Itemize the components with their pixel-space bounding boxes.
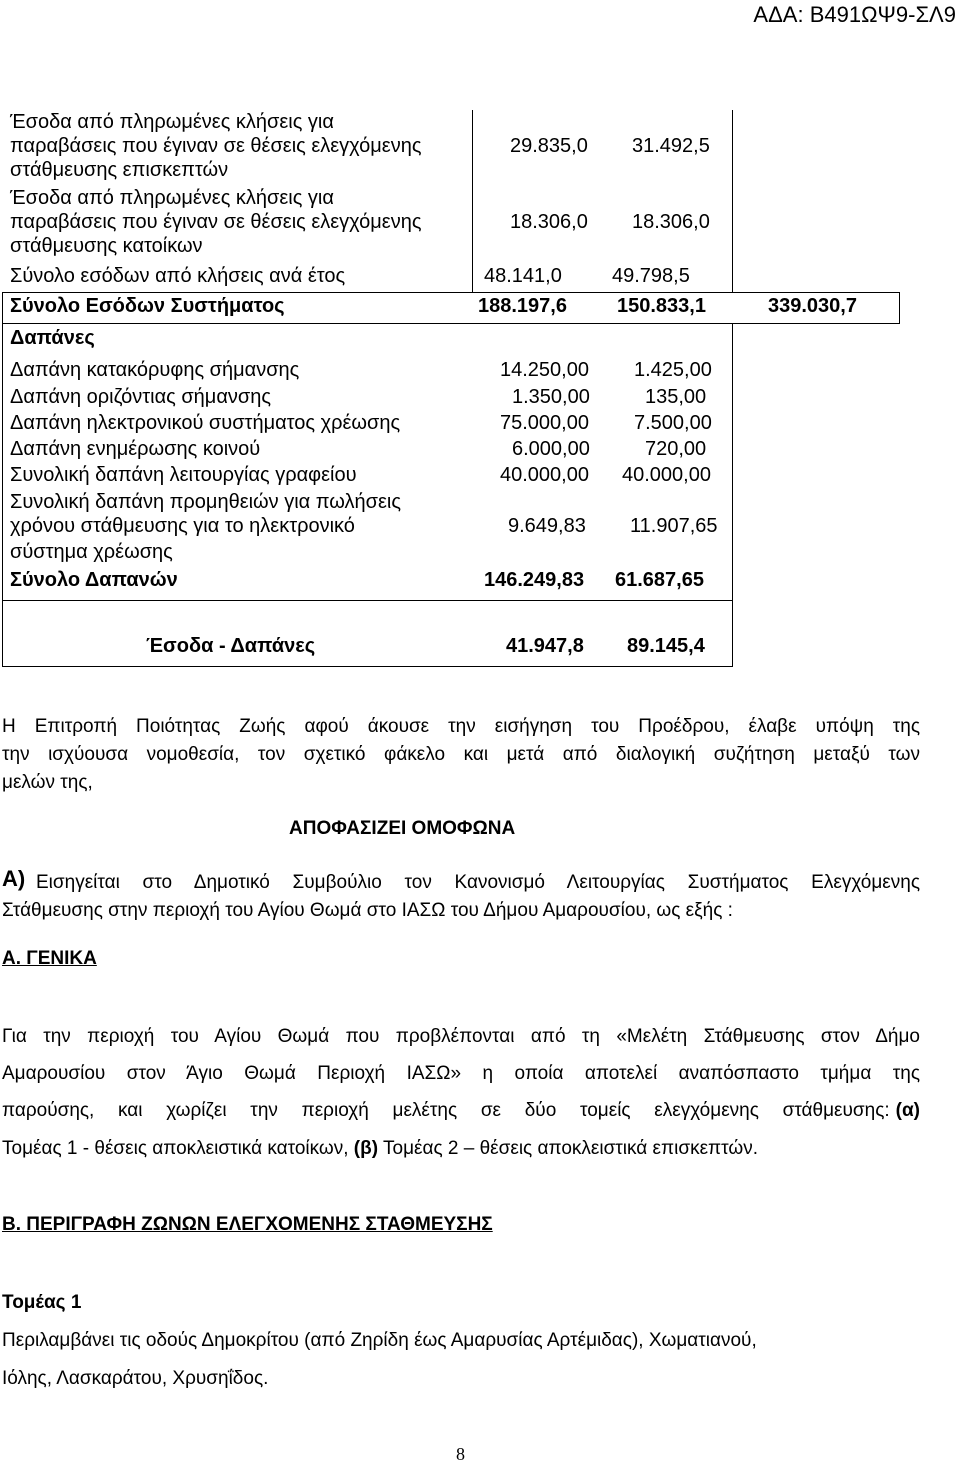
table-row-label: Έσοδα από πληρωμένες κλήσεις για [10,111,334,133]
table-row-label: χρόνου στάθμευσης για το ηλεκτρονικό [10,515,355,537]
table-row-label: παραβάσεις που έγιναν σε θέσεις ελεγχόμενης [10,135,422,157]
table-cell-value: 18.306,0 [632,211,710,233]
table-cell-value: 9.649,83 [508,515,586,537]
table-cell-value: 188.197,6 [478,295,567,317]
paragraph-line: Για την περιοχή του Αγίου Θωμά που προβλέπονται από τη «Μελέτη Στάθμευσης στον Δήμο [2,1026,920,1047]
table-cell-value: 48.141,0 [484,265,562,287]
table-cell-value: 7.500,00 [634,412,712,434]
table-cell-value: 49.798,5 [612,265,690,287]
table-row-label: Δαπάνη ενημέρωσης κοινού [10,438,261,460]
table-cell-value: 89.145,4 [627,635,705,657]
heading-general: Α. ΓΕΝΙΚΑ [2,948,97,969]
table-cell-value: 14.250,00 [500,359,589,381]
section-a-line: Εισηγείται στο Δημοτικό Συμβούλιο τον Κανονισμό Λειτουργίας Συστήματος Ελεγχόμενης [36,872,920,893]
table-row-label: Έσοδα - Δαπάνες [146,635,316,657]
table-cell-value: 1.425,00 [634,359,712,381]
heading-zones: Β. ΠΕΡΙΓΡΑΦΗ ΖΩΝΩΝ ΕΛΕΓΧΟΜΕΝΗΣ ΣΤΑΘΜΕΥΣΗΣ [2,1214,493,1235]
decision-title: ΑΠΟΦΑΣΙΖΕΙ ΟΜΟΦΩΝΑ [289,818,516,839]
marker-b: (β) [353,1138,379,1159]
table-row-label: σύστημα χρέωσης [10,541,173,563]
paragraph-text: παρούσης, και χωρίζει την περιοχή μελέτης σε δύο τομείς ελεγχόμενης στάθμευσης: [2,1100,890,1121]
table-row-label: Δαπάνη ηλεκτρονικού συστήματος χρέωσης [10,412,401,434]
table-row-label: Δαπάνη κατακόρυφης σήμανσης [10,359,300,381]
table-row-label: Δαπάνες [10,327,95,349]
paragraph-line: Αμαρουσίου στον Άγιο Θωμά Περιοχή ΙΑΣΩ» η οποία αποτελεί αναπόσπαστο τμήμα της [2,1063,920,1084]
table-cell-value: 61.687,65 [615,569,704,591]
table-row-label: Συνολική δαπάνη προμηθειών για πωλήσεις [10,491,401,513]
table-cell-value: 31.492,5 [632,135,710,157]
ada-header: ΑΔΑ: Β491ΩΨ9-ΣΛ9 [753,2,956,27]
sector-1-title: Τομέας 1 [2,1292,82,1313]
paragraph-line: την ισχύουσα νομοθεσία, τον σχετικό φάκελο και μετά από διαλογική συζήτηση μεταξύ των [2,744,920,765]
table-row-label: Δαπάνη οριζόντιας σήμανσης [10,386,271,408]
table-cell-value: 18.306,0 [510,211,588,233]
table-cell-value: 135,00 [645,386,707,408]
table-row-label: Σύνολο Εσόδων Συστήματος [10,295,285,317]
table-row-label: στάθμευσης κατοίκων [10,235,203,257]
paragraph-line [2,1136,758,1162]
table-row-label: παραβάσεις που έγιναν σε θέσεις ελεγχόμενης [10,211,422,233]
paragraph-line [2,1098,920,1124]
table-cell-value: 146.249,83 [484,569,585,591]
table-cell-value: 11.907,65 [630,515,718,537]
section-a-letter: Α) [2,866,26,891]
table-cell-value: 1.350,00 [512,386,590,408]
paragraph-line: Η Επιτροπή Ποιότητας Ζωής αφού άκουσε την εισήγηση του Προέδρου, έλαβε υπόψη της [2,716,920,737]
sector-1-line: Ιόλης, Λασκαράτου, Χρυσηΐδος. [2,1368,269,1389]
table-row-label: Συνολική δαπάνη λειτουργίας γραφείου [10,464,357,486]
sector-1-line: Περιλαμβάνει τις οδούς Δημοκρίτου (από Ζηρίδη έως Αμαρυσίας Αρτέμιδας), Χωματιανού, [2,1330,757,1351]
table-cell-value: 720,00 [645,438,707,460]
page-number: 8 [456,1444,465,1464]
table-cell-value: 339.030,7 [768,295,857,317]
table-cell-value: 6.000,00 [512,438,590,460]
table-row-label: Έσοδα από πληρωμένες κλήσεις για [10,187,334,209]
table-cell-value: 29.835,0 [510,135,588,157]
paragraph-text: Τομέας 2 – θέσεις αποκλειστικά επισκεπτών. [382,1138,759,1159]
section-a-line: Στάθμευσης στην περιοχή του Αγίου Θωμά στο ΙΑΣΩ του Δήμου Αμαρουσίου, ως εξής : [2,900,733,921]
table-cell-value: 40.000,00 [622,464,711,486]
table-cell-value: 40.000,00 [500,464,589,486]
paragraph-text: Τομέας 1 - θέσεις αποκλειστικά κατοίκων, [2,1138,349,1159]
table-row-label: στάθμευσης επισκεπτών [10,159,229,181]
marker-a: (α) [895,1100,920,1121]
table-cell-value: 41.947,8 [506,635,584,657]
table-cell-value: 150.833,1 [617,295,706,317]
table-row-label: Σύνολο εσόδων από κλήσεις ανά έτος [10,265,346,287]
table-row-label: Σύνολο Δαπανών [10,569,178,591]
paragraph-line: μελών της, [2,772,93,793]
table-cell-value: 75.000,00 [500,412,589,434]
